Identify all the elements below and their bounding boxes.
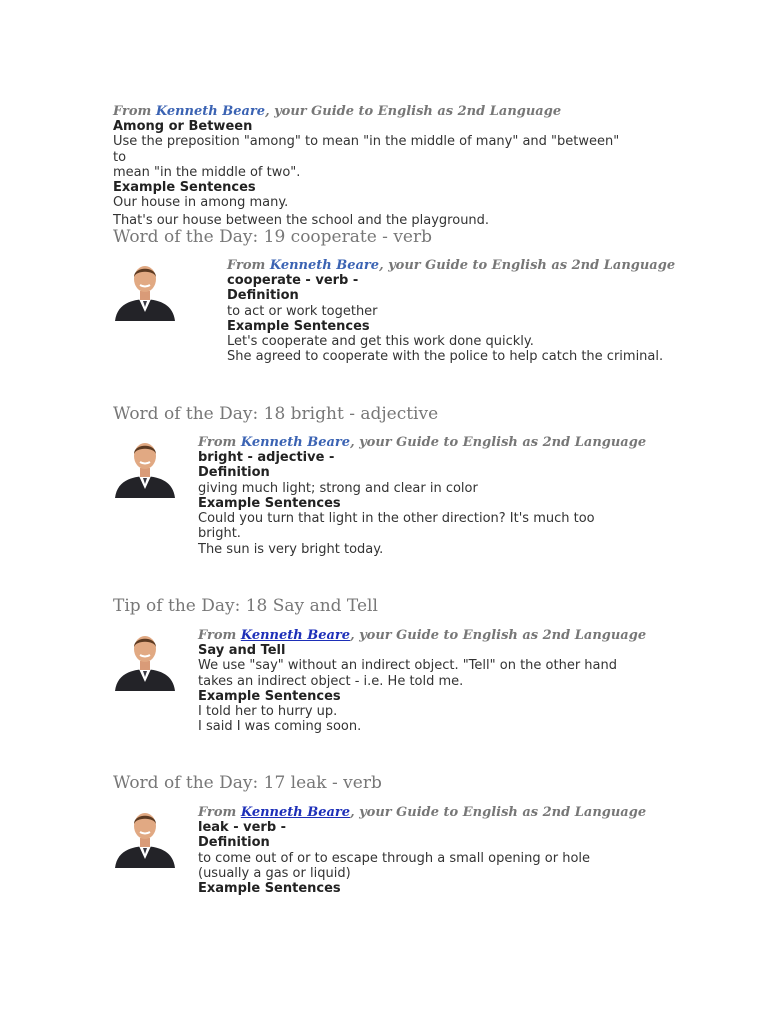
- intro-entry: [113, 104, 633, 228]
- word-entry: [227, 258, 675, 365]
- intro-body-line: Use the preposition "among" to mean "in the middle of many" and "between" to: [113, 134, 620, 165]
- author-link[interactable]: Kenneth Beare: [240, 805, 351, 820]
- avatar-photo: [113, 804, 177, 868]
- avatar-photo: [113, 627, 177, 691]
- intro-title: Among or Between: [113, 119, 253, 134]
- example-sentence: Could you turn that light in the other direction? It's much too: [198, 511, 595, 527]
- attribution: From Kenneth Beare, your Guide to English as 2nd Language: [227, 258, 676, 273]
- definition-text: to come out of or to escape through a small opening or hole: [198, 850, 591, 866]
- word-entry: [198, 805, 646, 896]
- attribution: From Kenneth Beare, your Guide to English as 2nd Language: [113, 104, 562, 119]
- word-entry: [198, 435, 646, 557]
- term: bright - adjective -: [198, 450, 335, 465]
- author-link[interactable]: Kenneth Beare: [155, 104, 266, 119]
- definition-label: Definition: [227, 288, 299, 304]
- attribution: From Kenneth Beare, your Guide to English as 2nd Language: [198, 435, 647, 450]
- definition-text: We use "say" without an indirect object. "Tell" on the other hand: [198, 658, 618, 674]
- example-sentence: Our house in among many.: [113, 195, 289, 211]
- definition-text: takes an indirect object - i.e. He told me.: [198, 673, 464, 689]
- definition-text: giving much light; strong and clear in color: [198, 480, 478, 496]
- definition-label: Definition: [198, 465, 270, 481]
- example-sentence: She agreed to cooperate with the police to help catch the criminal.: [227, 349, 664, 365]
- section-heading: Word of the Day: 18 bright - adjective: [113, 404, 439, 424]
- term: Say and Tell: [198, 643, 286, 658]
- example-sentence: I told her to hurry up.: [198, 704, 338, 720]
- author-link[interactable]: Kenneth Beare: [240, 628, 351, 643]
- example-sentence: bright.: [198, 526, 241, 542]
- avatar-photo: [113, 434, 177, 498]
- term: leak - verb -: [198, 820, 287, 835]
- author-avatar: [113, 804, 177, 868]
- avatar-photo: [113, 257, 177, 321]
- example-label: Example Sentences: [113, 180, 256, 196]
- definition-text: (usually a gas or liquid): [198, 865, 351, 881]
- author-avatar: [113, 627, 177, 691]
- definition-text: to act or work together: [227, 303, 378, 319]
- attribution: From Kenneth Beare, your Guide to English as 2nd Language: [198, 628, 647, 643]
- term: cooperate - verb -: [227, 273, 359, 288]
- intro-body-line: mean "in the middle of two".: [113, 164, 301, 180]
- author-link[interactable]: Kenneth Beare: [240, 435, 351, 450]
- example-sentence: That's our house between the school and the playground.: [113, 212, 490, 228]
- author-avatar: [113, 257, 177, 321]
- section-heading: Word of the Day: 19 cooperate - verb: [113, 227, 432, 247]
- section-heading: Tip of the Day: 18 Say and Tell: [113, 596, 378, 616]
- example-label: Example Sentences: [198, 688, 341, 704]
- attribution: From Kenneth Beare, your Guide to English as 2nd Language: [198, 805, 647, 820]
- author-avatar: [113, 434, 177, 498]
- example-sentence: The sun is very bright today.: [198, 541, 384, 557]
- example-sentence: Let's cooperate and get this work done quickly.: [227, 334, 534, 350]
- tip-entry: [198, 628, 646, 735]
- example-label: Example Sentences: [198, 495, 341, 511]
- example-sentence: I said I was coming soon.: [198, 719, 362, 735]
- author-link[interactable]: Kenneth Beare: [269, 258, 380, 273]
- example-label: Example Sentences: [227, 318, 370, 334]
- example-label: Example Sentences: [198, 881, 341, 897]
- definition-label: Definition: [198, 835, 270, 851]
- section-heading: Word of the Day: 17 leak - verb: [113, 773, 382, 793]
